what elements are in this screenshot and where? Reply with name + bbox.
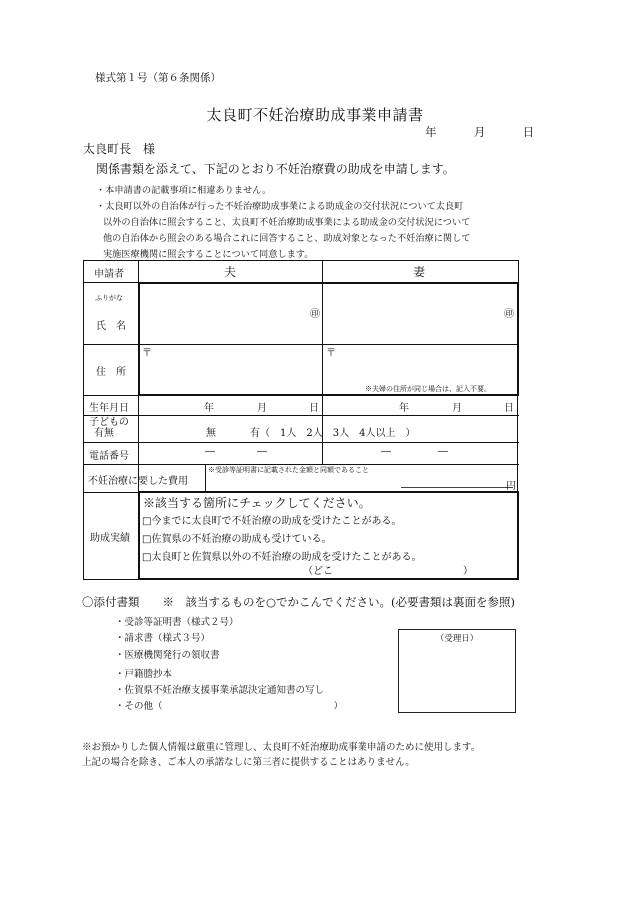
attachment-item[interactable]: ・戸籍謄抄本: [115, 669, 173, 680]
record-checkbox-other[interactable]: □太良町と佐賀県以外の不妊治療の助成を受けたことがある。: [142, 552, 422, 563]
privacy-notice: ※お預かりした個人情報は厳重に管理し、太良町不妊治療助成事業申請のために使用します。: [82, 742, 481, 753]
wife-header: 妻: [413, 265, 426, 279]
phone-label: 電話番号: [89, 451, 129, 462]
date-year-label: 年: [425, 125, 437, 139]
privacy-notice: 上記の場合を除き、ご本人の承諾なしに第三者に提供することはありません。: [82, 757, 415, 768]
form-number: 様式第１号（第６条関係）: [95, 72, 221, 84]
consent-note: 以外の自治体に照会すること、太良町不妊治療助成事業による助成金の交付状況について: [103, 217, 471, 228]
children-count-options[interactable]: 有（ 1人 2人 3人 4人以上 ）: [250, 428, 416, 439]
children-label: 子どもの 有無: [89, 417, 129, 439]
attachment-item-other[interactable]: ・その他（ ）: [115, 701, 344, 712]
attachment-item[interactable]: ・受診等証明書（様式２号）: [115, 617, 239, 628]
cost-amount-line: [401, 487, 513, 488]
record-where-field[interactable]: （どこ ）: [303, 566, 473, 577]
consent-note: 実施医療機関に照会することについて同意します。: [103, 249, 314, 260]
address-note: ※夫婦の住所が同じ場合は、記入不要。: [365, 385, 491, 393]
attachment-item[interactable]: ・請求書（様式３号）: [115, 633, 211, 644]
attachments-heading: 〇添付書類 ※ 該当するものを○でかこんでください。(必要書類は裏面を参照): [82, 595, 516, 609]
birthdate-label: 生年月日: [89, 403, 129, 414]
husband-seal: ㊞: [310, 309, 320, 320]
attachment-item[interactable]: ・医療機関発行の領収書: [115, 650, 220, 661]
wife-phone-dash: ―: [438, 446, 448, 457]
treatment-cost-label: 不妊治療に要した費用: [88, 476, 188, 487]
date-day-label: 日: [522, 125, 535, 139]
children-none-option[interactable]: 無: [206, 428, 216, 439]
husband-phone-dash: ―: [205, 446, 215, 457]
addressee: 太良町長 様: [83, 142, 156, 156]
address-label: 住 所: [96, 367, 126, 378]
intro-statement: 関係書類を添えて、下記のとおり不妊治療費の助成を申請します。: [96, 162, 455, 176]
document-title: 太良町不妊治療助成事業申請書: [206, 106, 424, 124]
wife-phone-dash: ―: [381, 446, 391, 457]
received-date-box: [398, 629, 516, 713]
subsidy-record-label: 助成実績: [90, 533, 130, 544]
wife-seal: ㊞: [504, 309, 514, 320]
husband-phone-dash: ―: [257, 446, 267, 457]
yen-unit: 円: [506, 481, 516, 492]
consent-note: ・本申請書の記載事項に相違ありません。: [96, 185, 272, 196]
wife-postal-mark: 〒: [326, 348, 336, 359]
application-date: [425, 124, 534, 140]
subsidy-record-heading: ※該当する箇所にチェックしてください。: [143, 496, 371, 510]
record-checkbox-saga[interactable]: □佐賀県の不妊治療の助成も受けている。: [142, 534, 332, 545]
wife-birth-month: 月: [452, 403, 462, 414]
treatment-cost-note: ※受診等証明書に記載された金額と同額であること: [208, 466, 369, 474]
wife-birth-year: 年: [399, 403, 409, 414]
husband-birth-month: 月: [257, 403, 267, 414]
record-checkbox-tara[interactable]: □今までに太良町で不妊治療の助成を受けたことがある。: [142, 516, 402, 527]
name-label: 氏 名: [96, 321, 126, 332]
furigana-label: ふりがな: [95, 294, 123, 302]
husband-header: 夫: [224, 265, 237, 279]
wife-birth-day: 日: [504, 403, 514, 414]
date-month-label: 月: [473, 125, 486, 139]
consent-note: 他の自治体から照会のある場合これに回答すること、助成対象となった不妊治療に関して: [103, 233, 471, 244]
applicant-label: 申請者: [94, 269, 124, 280]
husband-birth-day: 日: [309, 403, 319, 414]
received-date-label: （受理日）: [435, 634, 479, 644]
husband-birth-year: 年: [204, 403, 214, 414]
consent-note: ・太良町以外の自治体が行った不妊治療助成事業による助成金の交付状況について太良町: [96, 201, 464, 212]
husband-postal-mark: 〒: [142, 348, 152, 359]
attachment-item[interactable]: ・佐賀県不妊治療支援事業承認決定通知書の写し: [115, 685, 325, 696]
application-table: [83, 260, 519, 580]
